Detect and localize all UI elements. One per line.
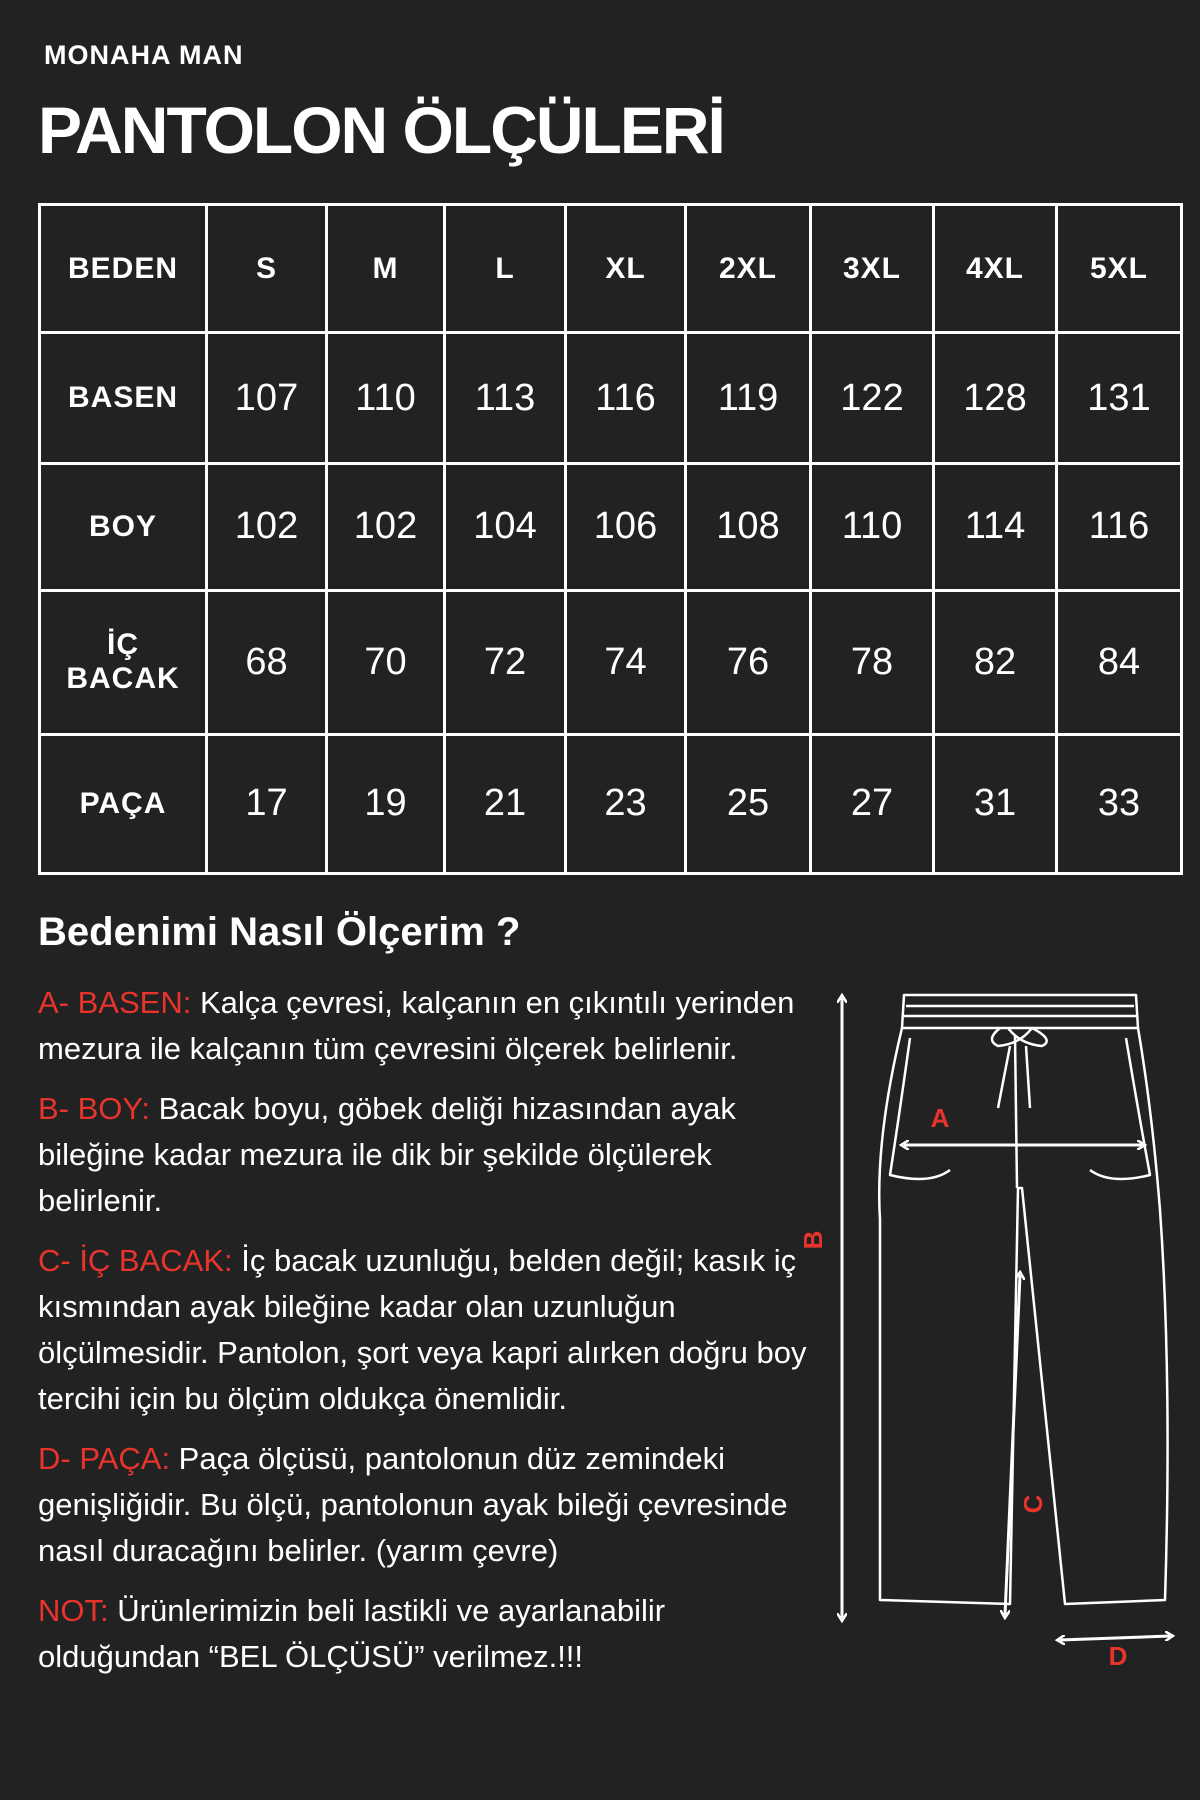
table-cell: 17: [207, 734, 327, 873]
note-key: B- BOY:: [38, 1091, 150, 1126]
table-row: [40, 333, 1182, 464]
table-cell: 31: [934, 734, 1057, 873]
note-paca: [38, 1436, 808, 1574]
note-key: NOT:: [38, 1593, 109, 1628]
table-cell: 106: [566, 464, 686, 590]
table-cell: 78: [811, 590, 934, 734]
label-d: D: [1108, 1641, 1128, 1671]
table-cell: 108: [686, 464, 811, 590]
table-cell: 23: [566, 734, 686, 873]
note-text: Paça ölçüsü, pantolonun düz zemindeki genişliğidir. Bu ölçü, pantolonun ayak bileği çevresinde nasıl duracağını belirler. (yarım çevre): [38, 1441, 788, 1568]
pants-measurement-diagram: [798, 980, 1200, 1680]
note-text: Ürünlerimizin beli lastikli ve ayarlanabilir olduğundan “BEL ÖLÇÜSÜ” verilmez.!!!: [38, 1593, 666, 1674]
table-cell: 82: [934, 590, 1057, 734]
note-key: D- PAÇA:: [38, 1441, 171, 1476]
table-cell: 122: [811, 333, 934, 464]
page-title: PANTOLON ÖLÇÜLERİ: [38, 93, 724, 167]
size-table: [38, 203, 1183, 875]
row-label-line: BACAK: [66, 662, 180, 696]
header-cell: L: [445, 205, 566, 333]
header-cell: XL: [566, 205, 686, 333]
note-boy: [38, 1086, 808, 1224]
table-cell: 102: [327, 464, 445, 590]
row-label: BOY: [40, 464, 207, 590]
paca-arrow: [1060, 1636, 1170, 1640]
table-cell: 110: [327, 333, 445, 464]
table-cell: 107: [207, 333, 327, 464]
header-cell: 5XL: [1057, 205, 1182, 333]
table-cell: 131: [1057, 333, 1182, 464]
note-key: C- İÇ BACAK:: [38, 1243, 233, 1278]
note-text: Kalça çevresi, kalçanın en çıkıntılı yerinden mezura ile kalçanın tüm çevresini ölçerek belirlenir.: [38, 985, 795, 1066]
header-cell: 3XL: [811, 205, 934, 333]
table-cell: 19: [327, 734, 445, 873]
note-not: [38, 1588, 808, 1680]
note-text: Bacak boyu, göbek deliği hizasından ayak bileğine kadar mezura ile dik bir şekilde ölçülerek belirlenir.: [38, 1091, 736, 1218]
table-cell: 128: [934, 333, 1057, 464]
table-cell: 102: [207, 464, 327, 590]
table-cell: 116: [566, 333, 686, 464]
brand-name: MONAHA MAN: [44, 40, 244, 70]
table-cell: 21: [445, 734, 566, 873]
header-cell: BEDEN: [40, 205, 207, 333]
table-cell: 84: [1057, 590, 1182, 734]
table-cell: 33: [1057, 734, 1182, 873]
row-label-line: İÇ: [107, 628, 139, 662]
table-cell: 70: [327, 590, 445, 734]
row-label: [40, 590, 207, 734]
table-cell: 27: [811, 734, 934, 873]
measurement-notes: [38, 980, 808, 1694]
header-cell: 2XL: [686, 205, 811, 333]
label-a: A: [930, 1103, 950, 1133]
row-label: BASEN: [40, 333, 207, 464]
note-text: İç bacak uzunluğu, belden değil; kasık iç kısmından ayak bileğine kadar olan uzunluğun ölçülmesidir. Pantolon, şort veya kapri alırken doğru boy tercihi için bu ölçüm oldukça önemlidir.: [38, 1243, 807, 1416]
table-cell: 119: [686, 333, 811, 464]
table-cell: 104: [445, 464, 566, 590]
note-key: A- BASEN:: [38, 985, 192, 1020]
label-c: C: [1018, 1494, 1048, 1514]
ic-bacak-arrow: [1005, 1275, 1020, 1615]
table-cell: 116: [1057, 464, 1182, 590]
table-cell: 76: [686, 590, 811, 734]
table-cell: 72: [445, 590, 566, 734]
table-cell: 74: [566, 590, 686, 734]
note-ic-bacak: [38, 1238, 808, 1422]
row-label: PAÇA: [40, 734, 207, 873]
table-cell: 25: [686, 734, 811, 873]
note-basen: [38, 980, 808, 1072]
table-row: [40, 734, 1182, 873]
label-b: B: [798, 1230, 828, 1250]
table-row: [40, 464, 1182, 590]
header-cell: 4XL: [934, 205, 1057, 333]
table-cell: 68: [207, 590, 327, 734]
header-cell: M: [327, 205, 445, 333]
table-cell: 114: [934, 464, 1057, 590]
how-to-measure-title: Bedenimi Nasıl Ölçerim ?: [38, 910, 521, 954]
table-row: [40, 590, 1182, 734]
table-cell: 113: [445, 333, 566, 464]
table-header-row: [40, 205, 1182, 333]
header-cell: S: [207, 205, 327, 333]
table-cell: 110: [811, 464, 934, 590]
